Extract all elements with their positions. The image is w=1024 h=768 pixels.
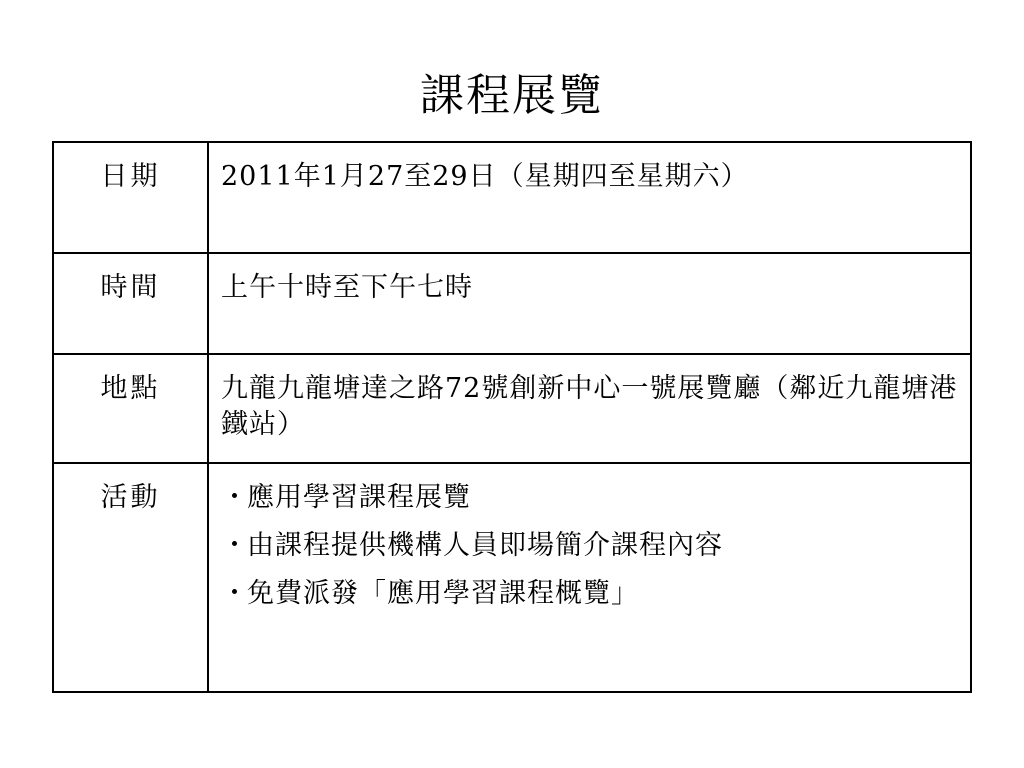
bullet-icon: ・ — [221, 578, 249, 609]
time-value: 上午十時至下午七時 — [208, 253, 971, 354]
table-row-activity — [53, 463, 971, 692]
table-row-venue — [53, 354, 971, 463]
activity-item-text: 免費派發「應用學習課程概覽」 — [247, 578, 639, 609]
date-label: 日期 — [53, 142, 208, 253]
venue-value: 九龍九龍塘達之路72號創新中心一號展覽廳（鄰近九龍塘港鐵站） — [208, 354, 971, 463]
activity-item-text: 應用學習課程展覽 — [247, 482, 471, 513]
list-item — [221, 528, 964, 564]
activity-value — [208, 463, 971, 692]
activity-list — [221, 480, 964, 612]
table-row-time — [53, 253, 971, 354]
date-value: 2011年1月27至29日（星期四至星期六） — [208, 142, 971, 253]
page-title: 課程展覽 — [420, 70, 604, 121]
activity-item-text: 由課程提供機構人員即場簡介課程內容 — [247, 530, 723, 561]
event-info-table — [52, 141, 972, 693]
time-label: 時間 — [53, 253, 208, 354]
list-item — [221, 576, 964, 612]
activity-label: 活動 — [53, 463, 208, 692]
bullet-icon: ・ — [221, 482, 249, 513]
table-row-date — [53, 142, 971, 253]
venue-label: 地點 — [53, 354, 208, 463]
bullet-icon: ・ — [221, 530, 249, 561]
list-item — [221, 480, 964, 516]
